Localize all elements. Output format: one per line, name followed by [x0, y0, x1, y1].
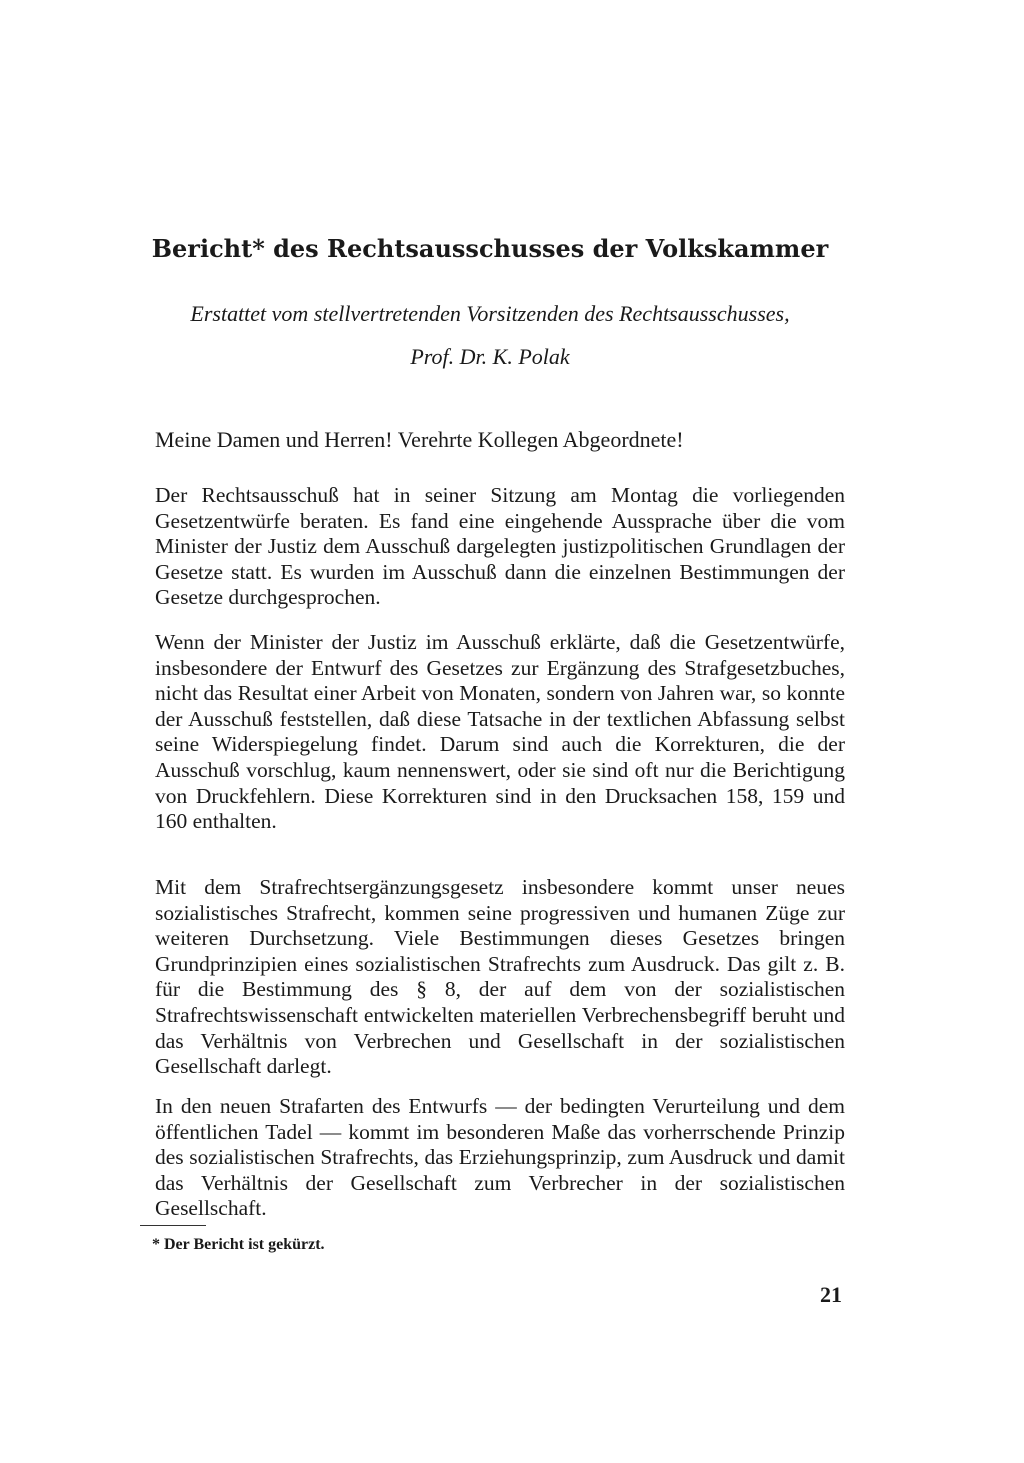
page-title: Bericht* des Rechtsausschusses der Volkskammer [151, 234, 829, 263]
subtitle-line-2: Prof. Dr. K. Polak [410, 344, 570, 369]
footnote: * Der Bericht ist gekürzt. [152, 1236, 325, 1253]
subtitle-line-1: Erstattet vom stellvertretenden Vorsitzenden des Rechtsausschusses, [190, 301, 790, 326]
page-number: 21 [820, 1282, 842, 1307]
salutation: Meine Damen und Herren! Verehrte Kollegen Abgeordnete! [155, 427, 684, 452]
body-paragraph-4: In den neuen Strafarten des Entwurfs — der bedingten Verurteilung und dem öffentlichen Tadel — kommt im besonderen Maße das vorherrschende Prinzip des sozialistischen Strafrechts, das Erziehungsprinzip, zum Ausdruck und damit das Verhältnis der Gesellschaft zum Verbrecher in der sozialistischen Gesellschaft. [155, 1094, 845, 1221]
footnote-divider [140, 1225, 206, 1226]
body-paragraph-3: Mit dem Strafrechtsergänzungsgesetz insbesondere kommt unser neues sozialistisches Strafrecht, kommen seine progressiven und humanen Züge zur weiteren Durchsetzung. Viele Bestimmungen dieses Gesetzes bringen Grundprinzipien eines sozialistischen Strafrechts zum Ausdruck. Das gilt z. B. für die Bestimmung des § 8, der auf dem von der sozialistischen Strafrechtswissenschaft entwickelten materiellen Verbrechensbegriff beruht und das Verhältnis von Verbrechen und Gesellschaft in der sozialistischen Gesellschaft darlegt. [155, 875, 845, 1079]
body-paragraph-2: Wenn der Minister der Justiz im Ausschuß erklärte, daß die Gesetzentwürfe, insbesondere der Entwurf des Gesetzes zur Ergänzung des Strafgesetzbuches, nicht das Resultat einer Arbeit von Monaten, sondern von Jahren war, so konnte der Ausschuß feststellen, daß diese Tatsache in der textlichen Abfassung selbst seine Widerspiegelung findet. Darum sind auch die Korrekturen, die der Ausschuß vorschlug, kaum nennenswert, oder sie sind oft nur die Berichtigung von Druckfehlern. Diese Korrekturen sind in den Drucksachen 158, 159 und 160 enthalten. [155, 630, 845, 834]
body-paragraph-1: Der Rechtsausschuß hat in seiner Sitzung am Montag die vorliegenden Gesetzentwürfe beraten. Es fand eine eingehende Aussprache über die vom Minister der Justiz dem Ausschuß dargelegten justizpolitischen Grundlagen der Gesetze statt. Es wurden im Ausschuß dann die einzelnen Bestimmungen der Gesetze durchgesprochen. [155, 483, 845, 610]
